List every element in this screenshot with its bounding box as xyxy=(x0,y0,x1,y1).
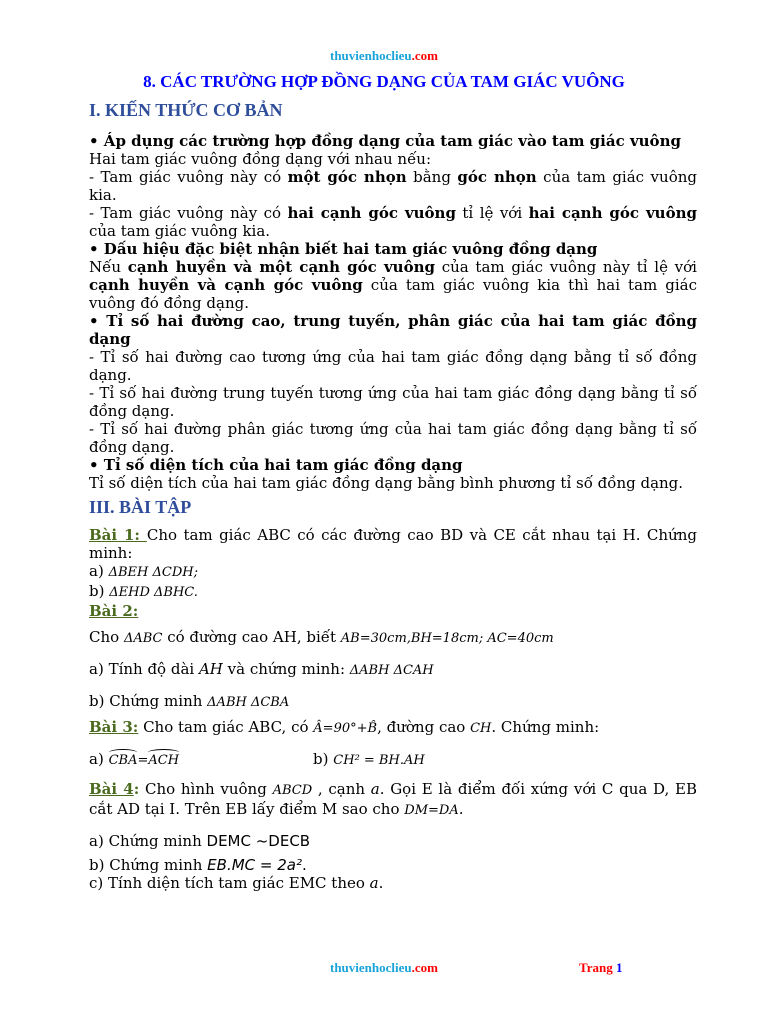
math-expression: AH xyxy=(198,660,223,678)
math-angle: ACH xyxy=(148,753,180,768)
theory-line: - Tỉ số hai đường trung tuyến tương ứng của hai tam giác đồng dạng bằng tỉ số đồng dạng. xyxy=(89,384,697,420)
text: : xyxy=(133,780,140,798)
text-bold: cạnh huyền và một cạnh góc vuông xyxy=(127,258,435,276)
theory-bullet-4: • Tỉ số diện tích của hai tam giác đồng dạng xyxy=(89,456,463,474)
text: của tam giác vuông kia. xyxy=(89,168,697,204)
theory-line: Hai tam giác vuông đồng dạng với nhau nếu: xyxy=(89,150,432,168)
math-expression: ΔEHD ΔBHC xyxy=(109,585,194,600)
text: b) xyxy=(313,750,334,768)
theory-bullet-1: • Áp dụng các trường hợp đồng dạng của tam giác vào tam giác vuông xyxy=(89,132,681,150)
exercise-4-part-c xyxy=(89,874,697,892)
footer-site-name: thuvienhoclieu xyxy=(330,960,412,975)
text: tỉ lệ với xyxy=(455,204,529,222)
text-bold: một góc nhọn xyxy=(287,168,407,186)
math-expression: DM=DA xyxy=(404,803,459,818)
math-expression: ΔBEH ΔCDH xyxy=(108,565,194,580)
text: của tam giác vuông kia thì hai tam giác vuông đó đồng dạng. xyxy=(89,276,698,312)
exercise-label: Bài 2: xyxy=(89,602,139,620)
exercise-4-part-a xyxy=(89,832,697,850)
math-expression: a xyxy=(369,874,379,892)
exercise-1 xyxy=(89,526,697,620)
math-expression: ΔABH ΔCAH xyxy=(349,663,434,678)
text: - Tam giác vuông này có xyxy=(89,204,288,222)
exercise-3 xyxy=(89,718,697,770)
math-angle: CBA xyxy=(108,753,138,768)
text: . xyxy=(458,800,464,818)
math-expression: Â=90°+B̂ xyxy=(313,721,378,736)
text: Cho tam giác ABC, có xyxy=(138,718,314,736)
exercise-1-part-a xyxy=(89,562,697,582)
math-expression: ABCD xyxy=(272,783,313,798)
text: có đường cao AH, biết xyxy=(162,628,341,646)
exercise-4-text xyxy=(89,780,697,820)
theory-body xyxy=(89,132,697,492)
math-expression: CH² = BH.AH xyxy=(333,753,425,768)
math-expression: ΔABC xyxy=(123,631,163,646)
math-expression: AB=30cm,BH=18cm; AC=40cm xyxy=(340,631,554,646)
text: Cho tam giác ABC có các đường cao BD và CE cắt nhau tại H. Chứng minh: xyxy=(89,526,697,562)
exercise-2-heading xyxy=(89,602,697,620)
text: Cho hình vuông xyxy=(139,780,273,798)
text: . xyxy=(193,585,198,600)
text: b) Chứng minh xyxy=(89,856,208,874)
theory-line xyxy=(89,258,697,312)
text: ; xyxy=(193,565,198,580)
exercise-1-part-b xyxy=(89,582,697,602)
text: , đường cao xyxy=(377,718,471,736)
exercise-2-text xyxy=(89,628,697,648)
math-expression: CH xyxy=(470,721,492,736)
theory-line xyxy=(89,168,697,204)
text: - Tam giác vuông này có xyxy=(89,168,288,186)
footer-site xyxy=(330,960,438,976)
theory-bullet-3: • Tỉ số hai đường cao, trung tuyến, phân giác của hai tam giác đồng dạng xyxy=(89,312,697,348)
page-label: Trang xyxy=(579,960,616,975)
theory-line: - Tỉ số hai đường cao tương ứng của hai tam giác đồng dạng bằng tỉ số đồng dạng. xyxy=(89,348,697,384)
header-site xyxy=(0,48,768,64)
text: a) Tính độ dài xyxy=(89,660,199,678)
exercise-3-parts xyxy=(89,750,697,770)
theory-line: - Tỉ số hai đường phân giác tương ứng của hai tam giác đồng dạng bằng tỉ số đồng dạng. xyxy=(89,420,697,456)
text: a) xyxy=(89,750,109,768)
text: bằng xyxy=(406,168,458,186)
math-expression: DEMC ~DECB xyxy=(206,832,311,850)
theory-bullet-2: • Dấu hiệu đặc biệt nhận biết hai tam giác vuông đồng dạng xyxy=(89,240,598,258)
header-site-name: thuvienhoclieu xyxy=(330,48,412,63)
math-expression: a xyxy=(370,780,380,798)
text: . xyxy=(378,874,384,892)
exercise-label: Bài 3: xyxy=(89,718,139,736)
text: của tam giác vuông này tỉ lệ với xyxy=(434,258,697,276)
text-bold: hai cạnh góc vuông xyxy=(528,204,697,222)
header-site-domain: .com xyxy=(411,48,438,63)
theory-line xyxy=(89,204,697,240)
exercise-2 xyxy=(89,628,697,712)
math-expression: ΔABH ΔCBA xyxy=(207,695,290,710)
exercise-2-part-a xyxy=(89,660,697,680)
exercise-1-text xyxy=(89,526,697,562)
text: . Gọi E là điểm đối xứng với C qua D, EB cắt AD tại I. Trên EB lấy điểm M sao cho xyxy=(89,780,697,818)
exercise-label: Bài 1: xyxy=(89,526,147,544)
math-expression: EB.MC = 2a² xyxy=(207,856,302,874)
exercise-4 xyxy=(89,780,697,892)
text: b) Chứng minh xyxy=(89,692,208,710)
text: . xyxy=(301,856,307,874)
page-title: 8. CÁC TRƯỜNG HỢP ĐỒNG DẠNG CỦA TAM GIÁC VUÔNG xyxy=(143,72,625,91)
text: a) xyxy=(89,562,109,580)
exercise-label: Bài 4 xyxy=(89,780,134,798)
section-heading-theory: I. KIẾN THỨC CƠ BẢN xyxy=(89,100,283,120)
exercise-3-text xyxy=(89,718,697,738)
text-bold: hai cạnh góc vuông xyxy=(287,204,456,222)
text: , cạnh xyxy=(312,780,371,798)
footer-site-domain: .com xyxy=(411,960,438,975)
math-expression: = xyxy=(137,753,149,768)
page-number xyxy=(579,960,622,976)
text: của tam giác vuông kia. xyxy=(89,222,271,240)
text: a) Chứng minh xyxy=(89,832,207,850)
text: b) xyxy=(89,582,110,600)
text: Cho xyxy=(89,628,124,646)
page-number-value: 1 xyxy=(615,960,623,975)
text: và chứng minh: xyxy=(222,660,350,678)
text: c) Tính diện tích tam giác EMC theo xyxy=(89,874,370,892)
text-bold: cạnh huyền và cạnh góc vuông xyxy=(89,276,363,294)
section-heading-exercises: III. BÀI TẬP xyxy=(89,497,192,517)
exercise-2-part-b xyxy=(89,692,697,712)
exercise-4-part-b xyxy=(89,856,697,874)
text: Nếu xyxy=(89,258,128,276)
theory-line: Tỉ số diện tích của hai tam giác đồng dạng bằng bình phương tỉ số đồng dạng. xyxy=(89,474,684,492)
text: . Chứng minh: xyxy=(491,718,600,736)
text-bold: góc nhọn xyxy=(457,168,537,186)
